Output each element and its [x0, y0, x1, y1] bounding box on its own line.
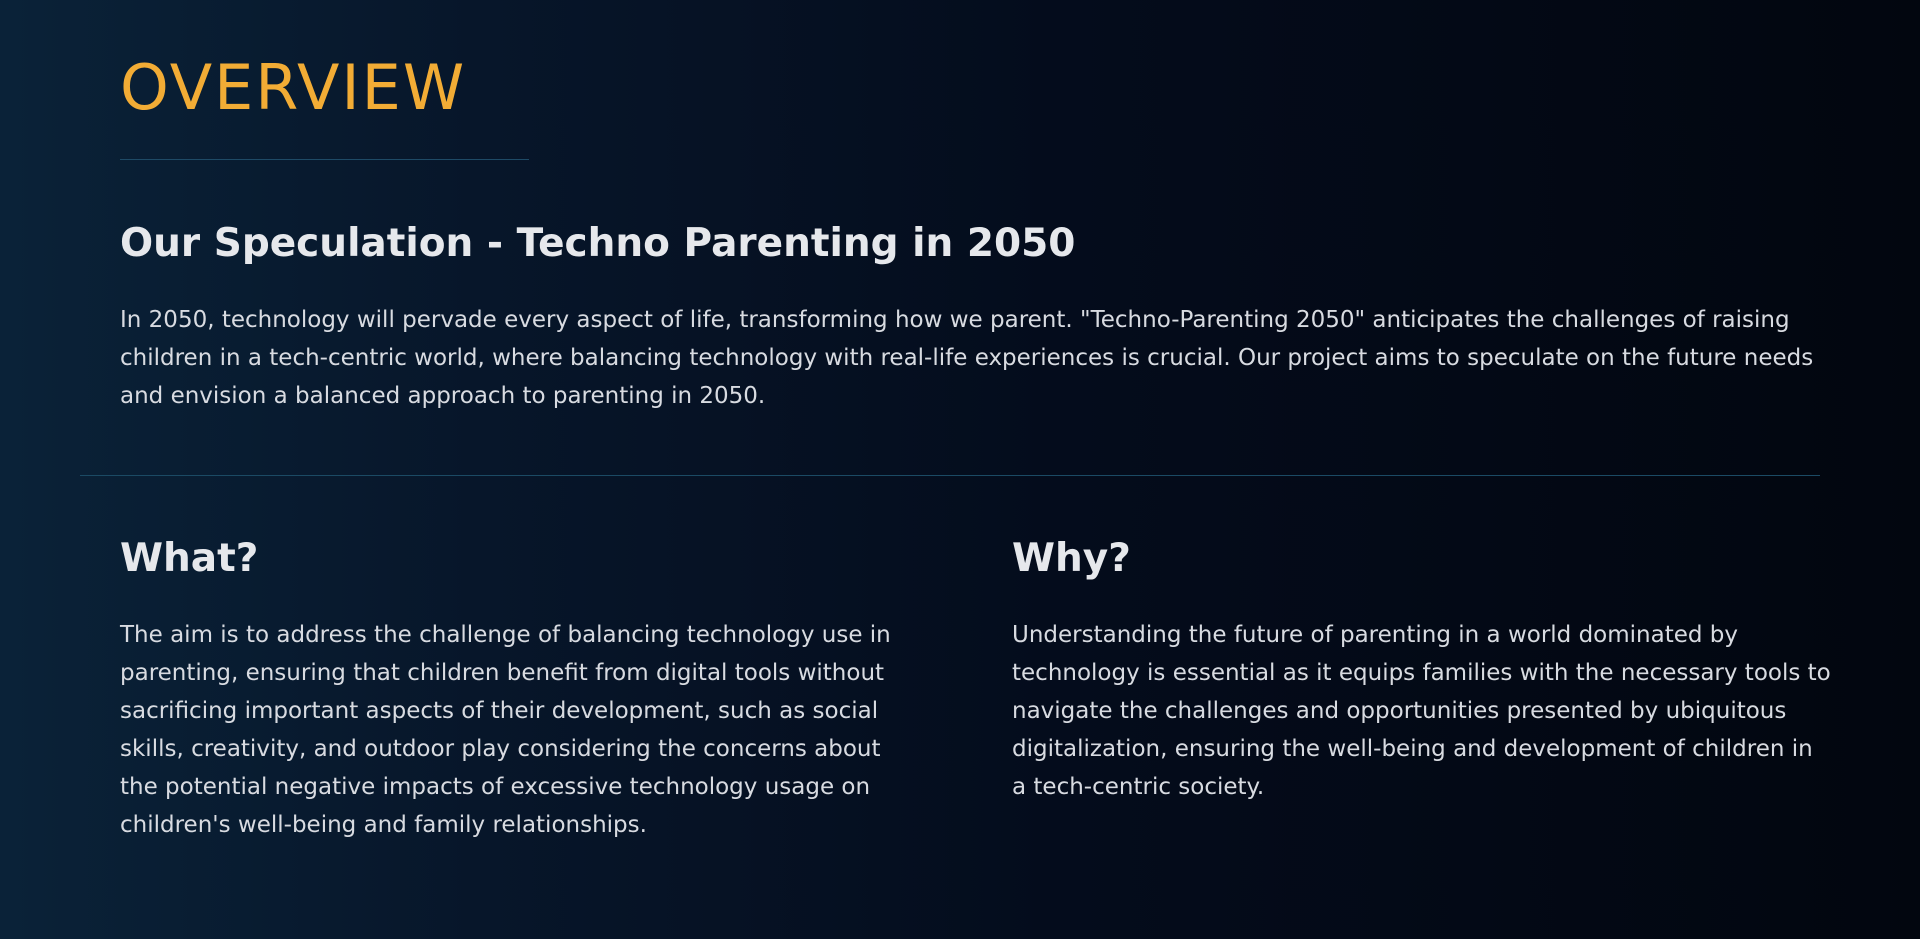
why-heading: Why?	[1012, 536, 1131, 581]
speculation-heading: Our Speculation - Techno Parenting in 2050	[120, 221, 1076, 266]
what-heading: What?	[120, 536, 259, 581]
overview-title: OVERVIEW	[120, 51, 467, 124]
speculation-paragraph: In 2050, technology will pervade every aspect of life, transforming how we parent. "Techno-Parenting 2050" anticipates the challenges of raising children in a tech-centric world, where balancing technology with real-life experiences is crucial. Our project aims to speculate on the future needs and envision a balanced approach to parenting in 2050.	[120, 307, 1814, 409]
why-paragraph: Understanding the future of parenting in a world dominated by technology is essential as it equips families with the necessary tools to navigate the challenges and opportunities presented by ubiquitous digitalization, ensuring the well-being and development of children in a tech-centric society.	[1012, 622, 1831, 800]
title-underline	[120, 159, 529, 160]
section-divider	[80, 475, 1820, 476]
what-paragraph: The aim is to address the challenge of balancing technology use in parenting, ensuring that children benefit from digital tools without sacrificing important aspects of their development, such as social skills, creativity, and outdoor play considering the concerns about the potential negative impacts of excessive technology usage on children's well-being and family relationships.	[120, 622, 891, 838]
